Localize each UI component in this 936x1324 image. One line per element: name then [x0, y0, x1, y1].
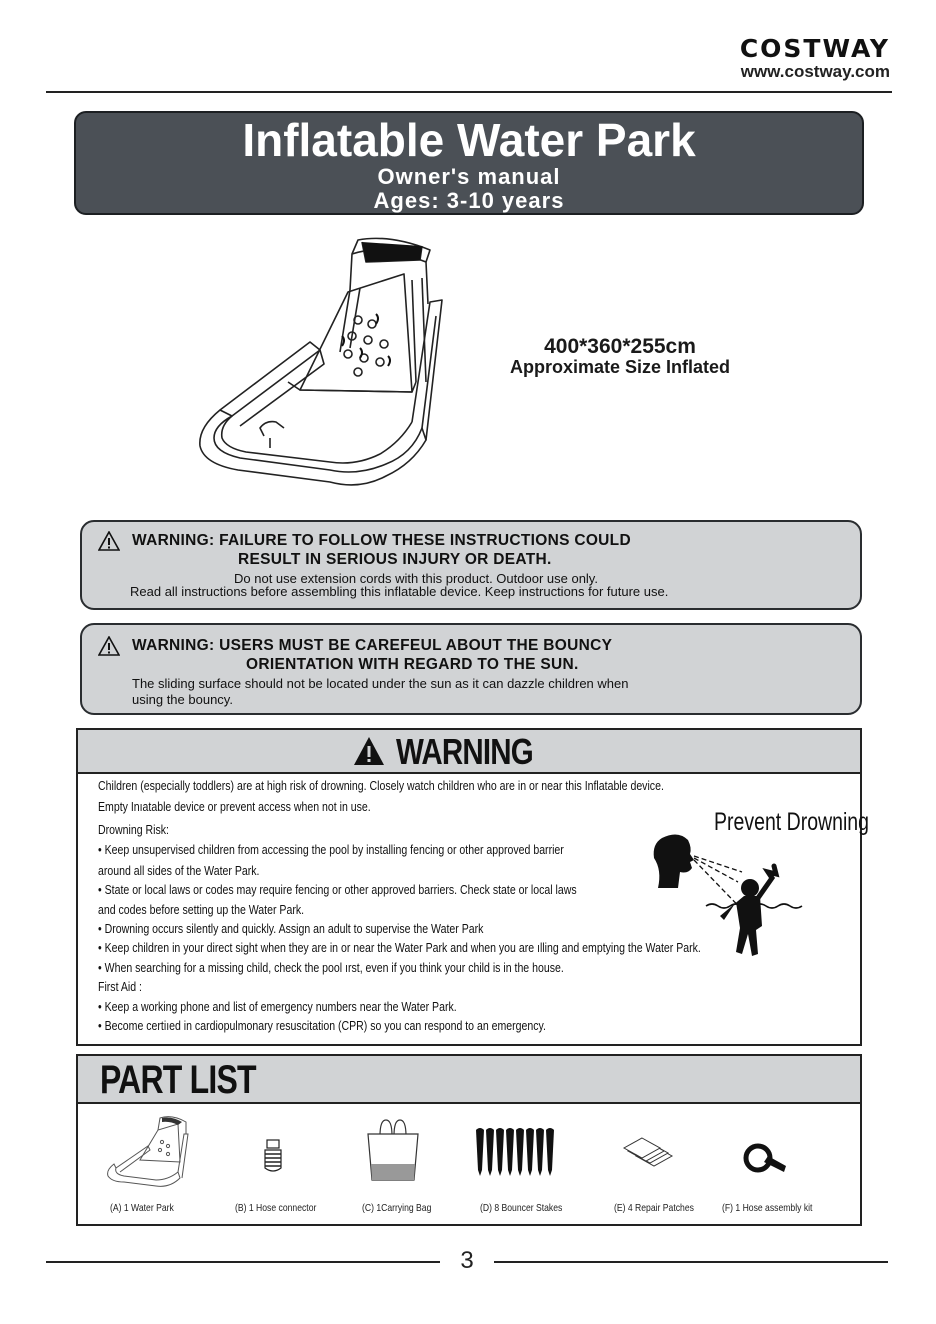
- part-list-header: [78, 1056, 860, 1104]
- warning-line: Drowning Risk:: [98, 822, 169, 837]
- warning-line: Children (especially toddlers) are at high risk of drowning. Closely watch children who are in or near this Inflatable device.: [98, 778, 664, 793]
- warning-section-title: WARNING: [396, 731, 533, 772]
- page-number: 3: [460, 1247, 474, 1274]
- hose-connector-icon: [262, 1138, 284, 1178]
- warning-2-body: The sliding surface should not be located under the sun as it can dazzle children when: [132, 676, 629, 691]
- warning-line: • Become certiıed in cardiopulmonary resuscitation (CPR) so you can respond to an emergency.: [98, 1018, 546, 1033]
- hose-kit-icon: [742, 1142, 788, 1176]
- warning-line: First Aid :: [98, 979, 142, 994]
- warning-2-headline-2: ORIENTATION WITH REGARD TO THE SUN.: [246, 656, 579, 673]
- warning-1-body: Do not use extension cords with this product. Outdoor use only.: [234, 571, 598, 586]
- patches-icon: [616, 1136, 680, 1172]
- stakes-icon: [474, 1126, 556, 1178]
- warning-line: around all sides of the Water Park.: [98, 863, 260, 878]
- water-park-icon: [104, 1116, 190, 1188]
- prevent-drowning-label: Prevent Drowning: [714, 808, 870, 836]
- footer-divider-right: [494, 1261, 888, 1263]
- part-list-title: PART LIST: [100, 1058, 256, 1102]
- warning-line: • State or local laws or codes may require fencing or other approved barriers. Check state or local laws: [98, 882, 577, 897]
- drowning-warning-section: [76, 728, 870, 1046]
- warning-2-headline: WARNING: USERS MUST BE CAREFEUL ABOUT THE BOUNCY: [132, 637, 613, 654]
- product-dimensions: 400*360*255cm: [544, 335, 696, 358]
- part-label-d: (D) 8 Bouncer Stakes: [480, 1202, 563, 1214]
- warning-section-header: [78, 730, 860, 774]
- warning-line: • Keep a working phone and list of emergency numbers near the Water Park.: [98, 999, 457, 1014]
- age-range: Ages: 3-10 years: [373, 188, 565, 213]
- warning-2-body-2: using the bouncy.: [132, 692, 233, 707]
- brand-url: www.costway.com: [740, 62, 890, 81]
- part-label-e: (E) 4 Repair Patches: [614, 1202, 694, 1214]
- water-park-illustration: [190, 232, 452, 500]
- part-label-b: (B) 1 Hose connector: [235, 1202, 317, 1214]
- warning-line: and codes before setting up the Water Park.: [98, 902, 305, 917]
- header-divider: [46, 91, 892, 93]
- warning-1-body-2: Read all instructions before assembling this inflatable device. Keep instructions for future use.: [130, 584, 669, 599]
- part-label-f: (F) 1 Hose assembly kit: [722, 1202, 813, 1214]
- warning-line: • Drowning occurs silently and quickly. Assign an adult to supervise the Water Park: [98, 921, 484, 936]
- page-subtitle: Owner's manual: [377, 164, 561, 189]
- warning-triangle-icon: [98, 531, 120, 551]
- page-title: Inflatable Water Park: [242, 114, 696, 166]
- carrying-bag-icon: [362, 1118, 424, 1184]
- warning-triangle-icon: [98, 636, 120, 656]
- brand-logo: COSTWAY: [739, 34, 890, 63]
- part-list-section: [76, 1054, 862, 1226]
- prevent-drowning-illustration: [648, 830, 848, 970]
- warning-1-headline: WARNING: FAILURE TO FOLLOW THESE INSTRUCTIONS COULD: [132, 532, 631, 549]
- part-label-c: (C) 1Carrying Bag: [362, 1202, 432, 1214]
- part-label-a: (A) 1 Water Park: [110, 1202, 174, 1214]
- warning-triangle-icon: [353, 736, 385, 766]
- warning-1-headline-2: RESULT IN SERIOUS INJURY OR DEATH.: [238, 551, 552, 568]
- warning-line: • When searching for a missing child, check the pool ırst, even if you think your child is in the house.: [98, 960, 564, 975]
- warning-line: • Keep children in your direct sight when they are in or near the Water Park and when you are ılling and emptying the Water Park.: [98, 940, 701, 955]
- title-banner: [74, 111, 864, 215]
- footer-divider-left: [46, 1261, 440, 1263]
- warning-box-sun-orientation: [80, 623, 862, 715]
- warning-line: • Keep unsupervised children from accessing the pool by installing fencing or other approved barrier: [98, 842, 564, 857]
- warning-box-extension-cords: [80, 520, 862, 610]
- dimensions-caption: Approximate Size Inflated: [509, 357, 731, 377]
- warning-line: Empty Inıatable device or prevent access when not in use.: [98, 799, 371, 814]
